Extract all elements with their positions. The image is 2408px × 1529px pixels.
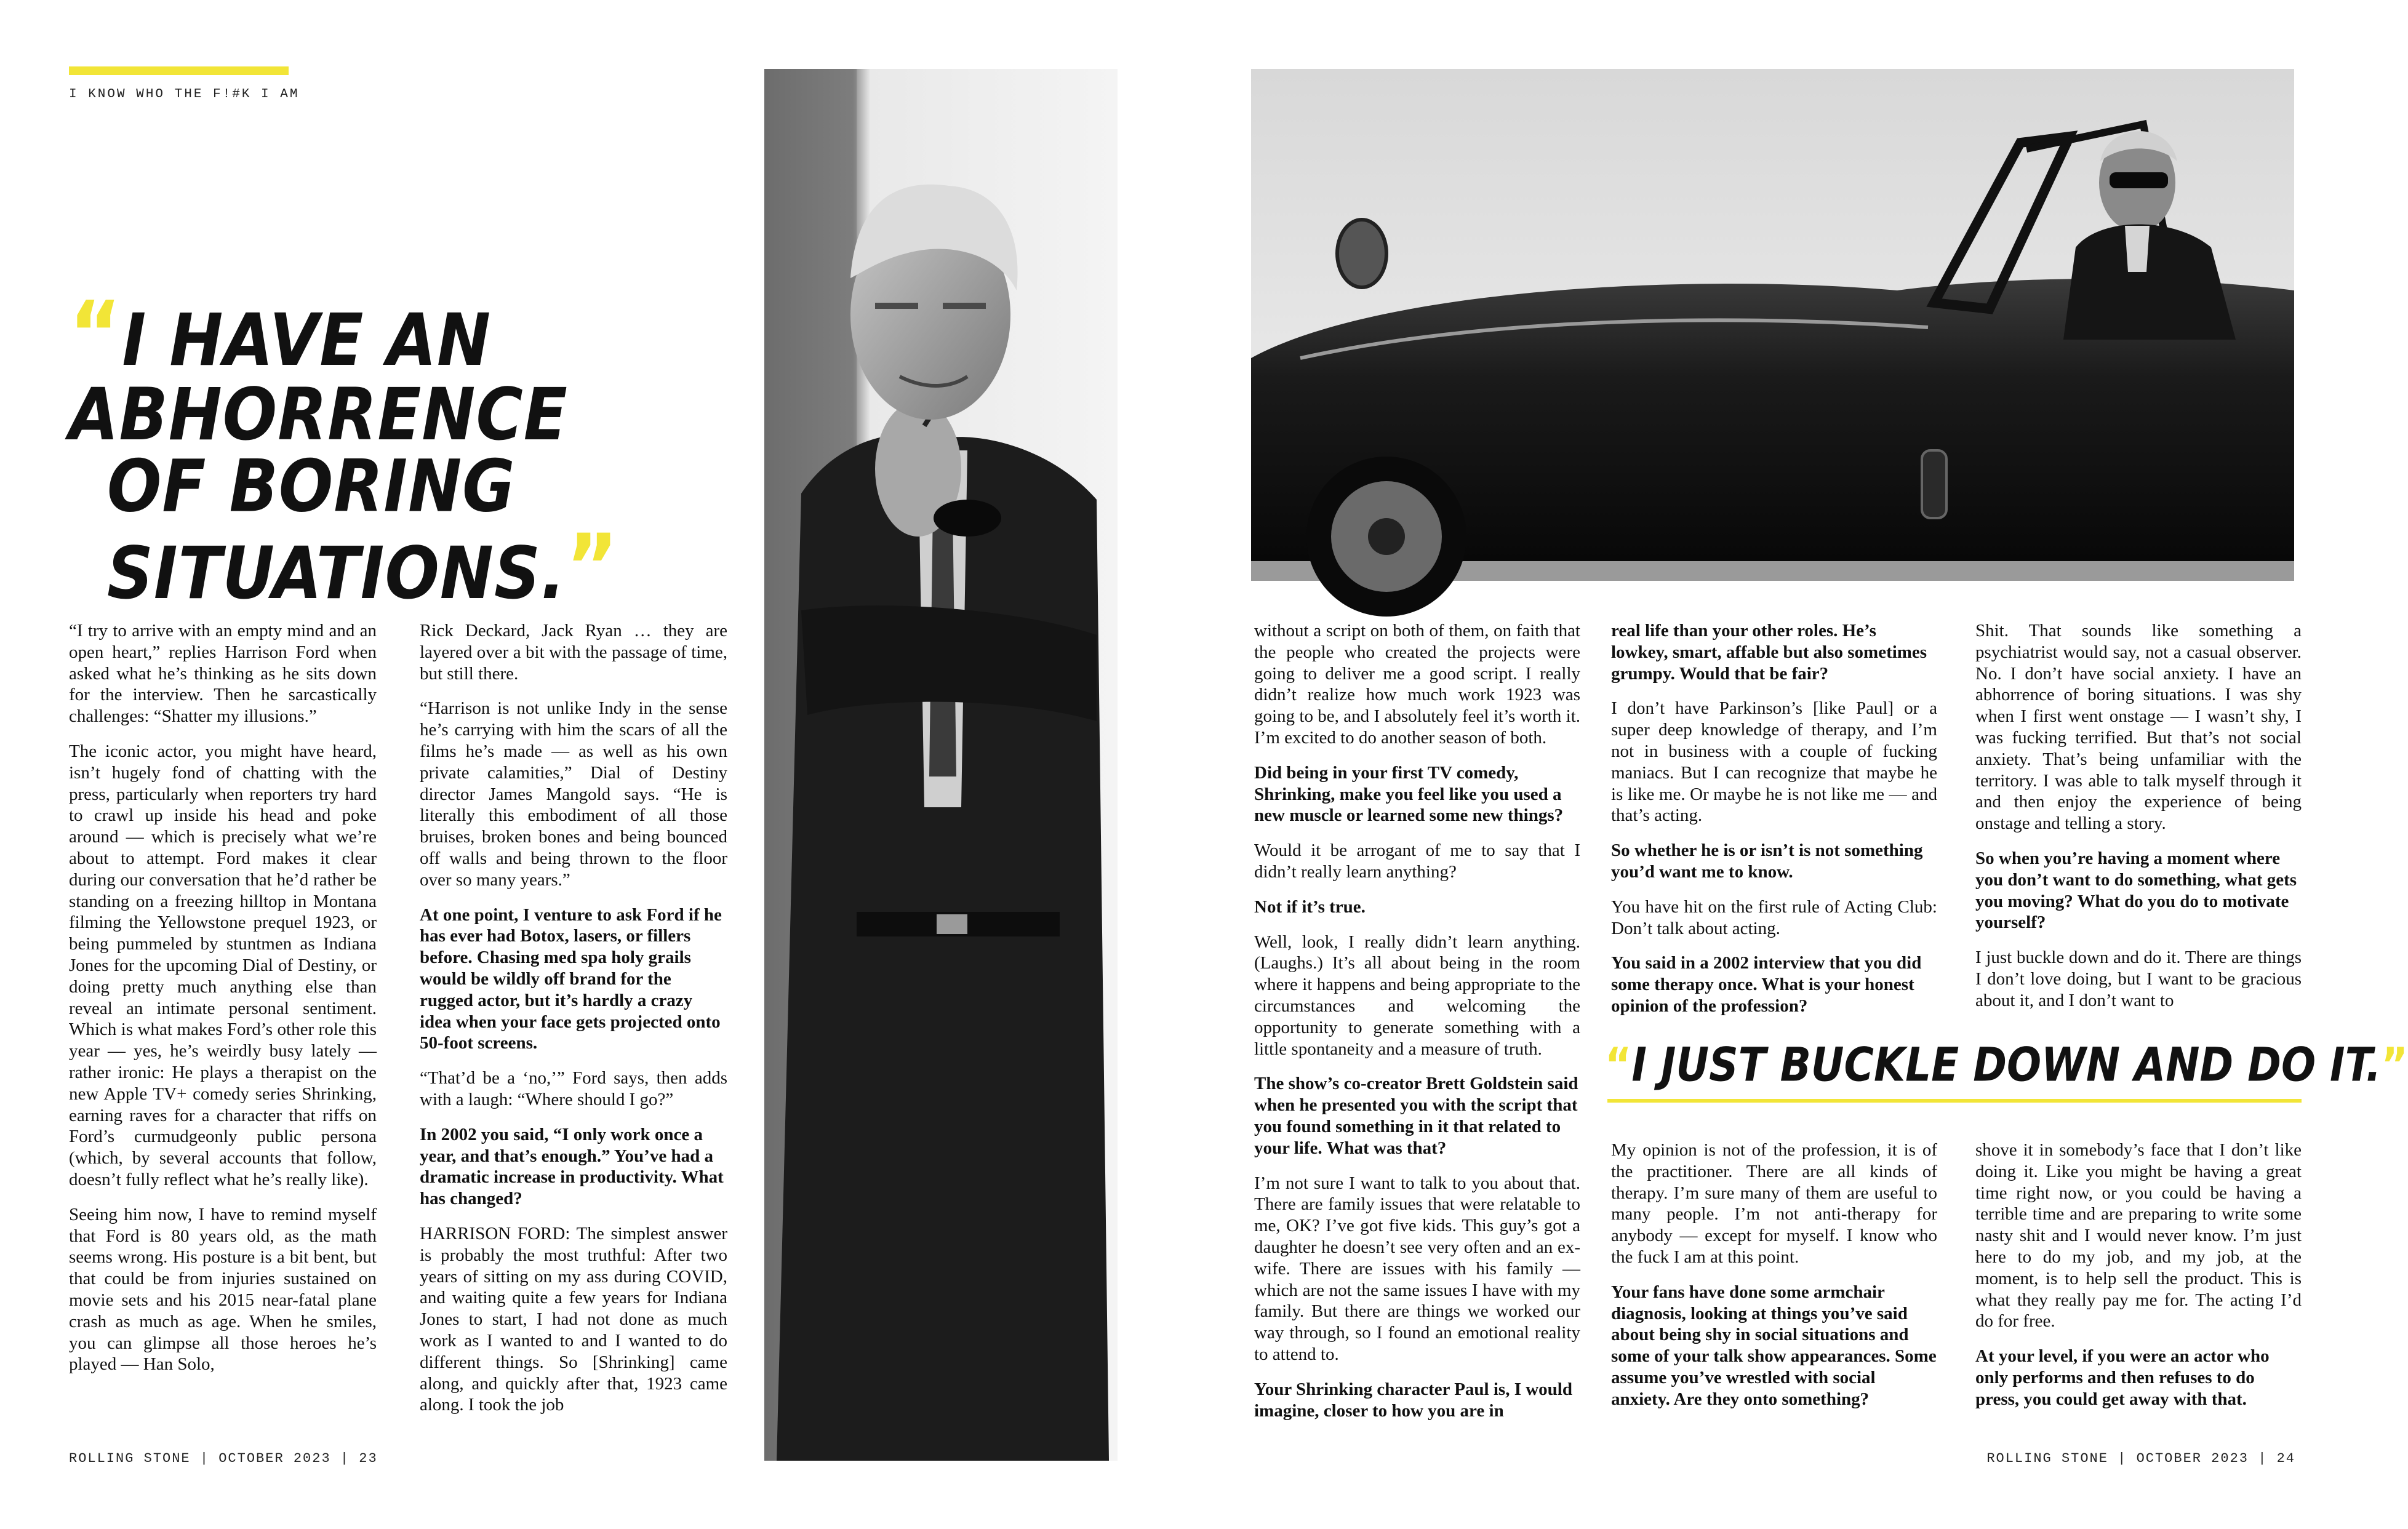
open-quote-mark: “ <box>69 281 122 386</box>
pull-quote-line-1-text: I HAVE AN ABHORRENCE <box>69 298 568 457</box>
interview-question: So when you’re having a moment where you don’t want to do something, what gets you moving? What do you do to motivate yourself? <box>1975 848 2297 933</box>
folio-left: ROLLING STONE | OCTOBER 2023 | 23 <box>69 1451 378 1466</box>
article-column-5-top <box>1975 620 2302 1025</box>
interview-question: At one point, I venture to ask Ford if he has ever had Botox, lasers, or fillers before. Chasing med spa holy grails would be wildly off brand for the rugged actor, but it’s hardly a crazy idea when your face gets projected onto 50-foot screens. <box>420 904 722 1053</box>
body-paragraph: My opinion is not of the profession, it is of the practitioner. There are all kinds of therapy. I’m sure many of them are useful to many people. I’m not anti-therapy for anybody — except for myself. I know who the fuck I am at this point. <box>1611 1140 1937 1267</box>
section-kicker: I KNOW WHO THE F!#K I AM <box>69 87 300 102</box>
body-paragraph: I’m not sure I want to talk to you about that. There are family issues that were relatable to me, OK? I’ve got five kids. This guy’s got a daughter he doesn’t see very often and an ex-wife. There are issues with his family — which are not the same issues I have with my family. But there are things we worked our way through, so I found an emotional reality to attend to. <box>1254 1173 1580 1364</box>
article-column-5-bottom <box>1975 1140 2302 1424</box>
article-column-1 <box>69 620 377 1389</box>
pull-quote-secondary-text: I JUST BUCKLE DOWN AND DO IT. <box>1631 1037 2382 1093</box>
body-paragraph: “Harrison is not unlike Indy in the sense he’s carrying with him the scars of all the films he’s made — as well as his own private calamities,” Dial of Destiny director James Mangold says. “He is literally this embodiment of all those bruises, broken bones and being bounced off walls and being thrown to the floor over so many years.” <box>420 698 727 890</box>
interview-question: Not if it’s true. <box>1254 896 1366 917</box>
body-paragraph: I don’t have Parkinson’s [like Paul] or a super deep knowledge of therapy, and I’m not in business with a couple of fucking maniacs. But I can recognize that maybe he is like me. Or maybe he is not like me — and that’s acting. <box>1611 698 1937 826</box>
body-paragraph: I just buckle down and do it. There are things I don’t love doing, but I want to be gracious about it, and I don’t want to <box>1975 948 2302 1010</box>
body-paragraph: The iconic actor, you might have heard, isn’t hugely fond of chatting with the press, particularly when reporters try hard to crawl up inside his head and poke around — which is precisely what we’re about to attempt. Ford makes it clear during our conversation that he’d rather be standing on a freezing hilltop in Montana filming the Yellowstone prequel 1923, or being pummeled by stuntmen as Indiana Jones for the upcoming Dial of Destiny, or doing pretty much anything else than reveal an intimate personal sentiment. Which is what makes Ford’s other role this year — yes, he’s weirdly busy lately — rather ironic: He plays a therapist on the new Apple TV+ comedy series Shrinking, earning raves for a character that riffs on Ford’s curmudgeonly public persona (which, by several accounts that follow, doesn’t fully reflect what he’s really like). <box>69 741 377 1189</box>
interview-question: At your level, if you were an actor who only performs and then refuses to do press, you could get away with that. <box>1975 1346 2270 1409</box>
interview-question: Your fans have done some armchair diagnosis, looking at things you’ve said about being shy in social situations and some of your talk show appearances. Some assume you’ve wrestled with social anxiety. Are they onto something? <box>1611 1282 1937 1409</box>
interview-question: real life than your other roles. He’s lowkey, smart, affable but also sometimes grumpy. Would that be fair? <box>1611 621 1927 684</box>
body-paragraph: “That’d be a ‘no,’” Ford says, then adds with a laugh: “Where should I go?” <box>420 1068 727 1109</box>
close-quote-mark: ” <box>566 514 619 620</box>
car-photo <box>1251 69 2294 581</box>
article-column-4-top <box>1611 620 1937 1031</box>
interview-question: Your Shrinking character Paul is, I would imagine, closer to how you are in <box>1254 1379 1572 1421</box>
body-paragraph: Seeing him now, I have to remind myself that Ford is 80 years old, as the math seems wrong. His posture is a bit bent, but that could be from injuries sustained on movie sets and his 2015 near-fatal plane crash as much as age. When he smiles, you can glimpse all those heroes he’s played — Han Solo, <box>69 1204 377 1375</box>
portrait-photo <box>764 69 1118 1461</box>
pull-quote-underline <box>1607 1099 2302 1103</box>
body-paragraph: You have hit on the first rule of Acting Club: Don’t talk about acting. <box>1611 896 1937 938</box>
body-paragraph: “I try to arrive with an empty mind and an open heart,” replies Harrison Ford when asked what he’s thinking as he sits down for the interview. Then he sarcastically challenges: “Shatter my illusions.” <box>69 621 377 727</box>
body-paragraph: Rick Deckard, Jack Ryan … they are layered over a bit with the passage of time, but still there. <box>420 621 727 684</box>
body-paragraph: HARRISON FORD: The simplest answer is probably the most truthful: After two years of sitting on my ass during COVID, and waiting quite a few years for Indiana Jones to start, I had not done as much work as I wanted to and I wanted to do different things. So [Shrinking] came along, and quickly after that, 1923 came along. I took the job <box>420 1223 727 1415</box>
article-column-4-bottom <box>1611 1140 1937 1424</box>
folio-right: ROLLING STONE | OCTOBER 2023 | 24 <box>1986 1451 2295 1466</box>
car-photo-art <box>1251 69 2294 581</box>
interview-question: In 2002 you said, “I only work once a year, and that’s enough.” You’ve had a dramatic increase in productivity. What has changed? <box>420 1124 724 1209</box>
interview-question: The show’s co-creator Brett Goldstein said when he presented you with the script that you found something in it that related to your life. What was that? <box>1254 1074 1578 1158</box>
interview-question: You said in a 2002 interview that you did some therapy once. What is your honest opinion of the profession? <box>1611 953 1922 1016</box>
interview-question: So whether he is or isn’t is not something you’d want me to know. <box>1611 840 1923 882</box>
body-paragraph: without a script on both of them, on faith that the people who created the projects were going to deliver me a good script. I really didn’t realize how much work 1923 was going to be, and I absolutely feel it’s worth it. I’m excited to do another season of both. <box>1254 621 1580 748</box>
body-paragraph: Would it be arrogant of me to say that I didn’t really learn anything? <box>1254 840 1580 882</box>
open-quote-mark-2: “ <box>1605 1037 1632 1093</box>
pull-quote-line-2 <box>69 444 844 620</box>
article-column-2 <box>420 620 727 1429</box>
pull-quote-line-1 <box>69 281 844 457</box>
body-paragraph: Shit. That sounds like something a psychiatrist would say, not a casual observer. No. I don’t have social anxiety. I have an abhorrence of boring situations. I was shy when I first went onstage — I wasn’t shy, I was fucking terrified. But that’s not social anxiety. That’s being unfamiliar with the territory. I was able to talk myself through it and then enjoy the experience of being onstage and telling a story. <box>1975 621 2302 834</box>
body-paragraph: Well, look, I really didn’t learn anything. (Laughs.) It’s all about being in the room where it happens and being appropriate to the circumstances and welcoming the opportunity to generate something with a little spontaneity and a measure of truth. <box>1254 932 1580 1059</box>
article-column-3 <box>1254 620 1580 1435</box>
interview-question: Did being in your first TV comedy, Shrinking, make you feel like you used a new muscle or learned some new things? <box>1254 762 1564 826</box>
pull-quote-primary <box>69 281 844 620</box>
pull-quote-secondary <box>1605 1037 2408 1093</box>
portrait-photo-art <box>764 69 1118 1461</box>
pull-quote-line-2-text: OF BORING SITUATIONS. <box>107 444 566 615</box>
close-quote-mark-2: ” <box>2381 1037 2408 1093</box>
kicker-bar <box>69 66 289 75</box>
body-paragraph: shove it in somebody’s face that I don’t like doing it. Like you might be having a great time right now, or you could be having a terrible time and are preparing to write some nasty shit and I would never know. I’m just here to do my job, and my job, at the moment, is to help sell the product. This is what they really pay me for. The acting I’d do for free. <box>1975 1140 2302 1331</box>
